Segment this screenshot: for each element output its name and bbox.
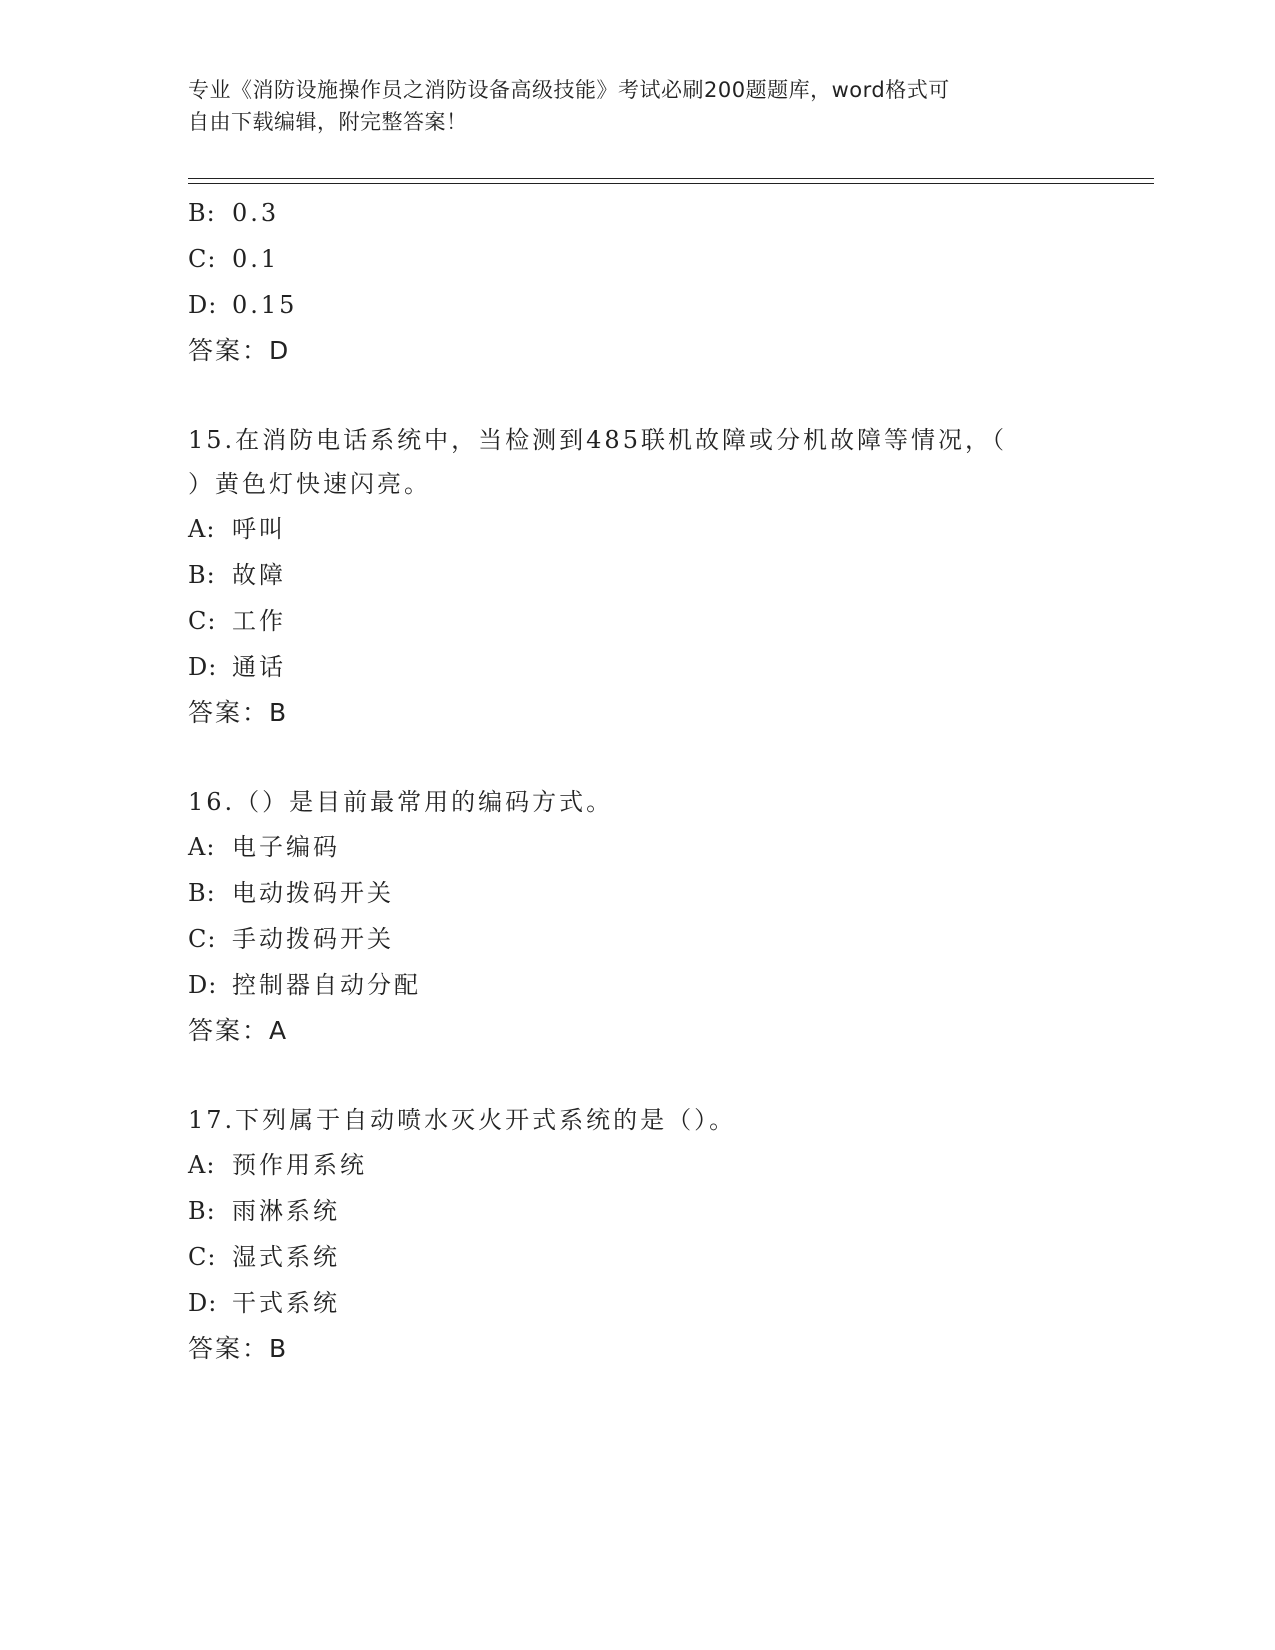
option-text: 0.1 [232,245,280,273]
question-16 [188,780,1088,1054]
option-text: 通话 [232,653,286,681]
option-key: B: [188,199,216,227]
header-line-1: 专业《消防设施操作员之消防设备高级技能》考试必刷200题题库，word格式可 [188,78,950,102]
option-c [188,916,1088,962]
option-key: A: [188,833,216,861]
option-a [188,506,1088,552]
option-d [188,644,1088,690]
option-key: C: [188,1243,217,1271]
header-divider-top [188,178,1154,179]
option-key: D: [188,971,218,999]
option-text: 雨淋系统 [232,1197,340,1225]
question-stem-line-1: 15.在消防电话系统中，当检测到485联机故障或分机故障等情况，（ [188,426,1007,454]
option-key: B: [188,879,216,907]
option-d [188,1280,1088,1326]
option-key: C: [188,925,217,953]
answer: 答案：B [188,1334,289,1363]
option-text: 0.15 [232,291,298,319]
option-text: 预作用系统 [232,1151,367,1179]
option-text: 湿式系统 [232,1243,340,1271]
option-b [188,1188,1088,1234]
option-c [188,598,1088,644]
question-15 [188,418,1088,736]
option-a [188,1142,1088,1188]
option-b [188,190,1088,236]
option-b [188,552,1088,598]
option-a [188,824,1088,870]
question-list [188,190,1088,1372]
answer: 答案：B [188,698,289,727]
question-17 [188,1098,1088,1372]
option-text: 呼叫 [232,515,286,543]
option-key: B: [188,1197,216,1225]
option-b [188,870,1088,916]
option-key: B: [188,561,216,589]
option-text: 电子编码 [232,833,340,861]
option-key: C: [188,245,217,273]
option-key: D: [188,1289,218,1317]
option-key: A: [188,1151,216,1179]
option-d [188,282,1088,328]
question-14-continued [188,190,1088,374]
question-stem-line-2: ）黄色灯快速闪亮。 [188,470,431,498]
option-key: A: [188,515,216,543]
option-key: D: [188,291,218,319]
option-text: 故障 [232,561,286,589]
option-text: 控制器自动分配 [232,971,421,999]
option-text: 工作 [232,607,286,635]
answer: 答案：A [188,1016,289,1045]
option-key: C: [188,607,217,635]
question-stem-line-1: 17.下列属于自动喷水灭火开式系统的是（）。 [188,1106,737,1134]
header-line-2: 自由下载编辑，附完整答案！ [188,110,468,134]
option-text: 干式系统 [232,1289,340,1317]
option-key: D: [188,653,218,681]
option-text: 手动拨码开关 [232,925,394,953]
answer: 答案：D [188,336,291,365]
question-stem-line-1: 16.（）是目前最常用的编码方式。 [188,788,614,816]
option-d [188,962,1088,1008]
option-c [188,1234,1088,1280]
option-text: 0.3 [232,199,280,227]
document-header [188,74,1068,138]
option-text: 电动拨码开关 [232,879,394,907]
header-divider-bottom [188,183,1154,184]
option-c [188,236,1088,282]
